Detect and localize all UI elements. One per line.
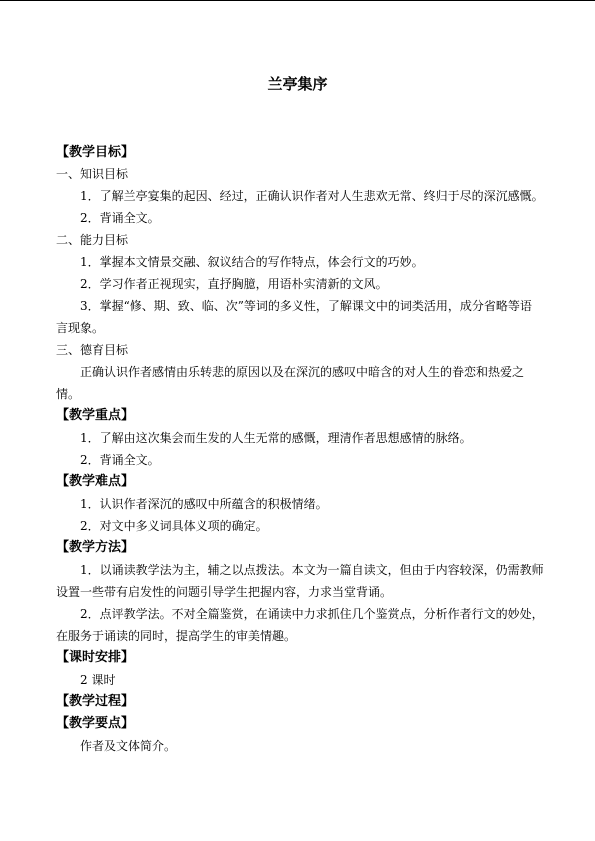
section-heading-objectives: 【教学目标】: [56, 145, 135, 160]
subheading-ability: 二、能力目标: [56, 233, 129, 247]
method-1: 1．以诵读教学法为主，辅之以点拨法。本文为一篇自读文，但由于内容较深，仍需教师: [80, 563, 544, 577]
subheading-knowledge: 一、知识目标: [56, 167, 129, 181]
ability-item-1: 1．掌握本文情景交融、叙议结合的写作特点，体会行文的巧妙。: [80, 255, 424, 269]
schedule-value: 2 课时: [80, 673, 116, 687]
difficulty-1: 1．认识作者深沉的感叹中所蕴含的积极情绪。: [80, 497, 328, 511]
section-heading-difficulties: 【教学难点】: [56, 474, 135, 489]
ability-item-2: 2．学习作者正视现实，直抒胸臆，用语朴实清新的文风。: [80, 277, 388, 291]
essentials-text: 作者及文体简介。: [80, 739, 177, 753]
ability-item-3: 3．掌握“修、期、致、临、次”等词的多义性，了解课文中的词类活用，成分省略等语: [80, 299, 532, 313]
knowledge-item-2: 2．背诵全文。: [80, 211, 160, 225]
key-point-1: 1．了解由这次集会而生发的人生无常的感慨，理清作者思想感情的脉络。: [80, 431, 472, 445]
section-heading-essentials: 【教学要点】: [56, 716, 135, 731]
section-heading-schedule: 【课时安排】: [56, 650, 135, 665]
moral-paragraph-cont: 情。: [56, 387, 81, 401]
moral-paragraph: 正确认识作者感情由乐转悲的原因以及在深沉的感叹中暗含的对人生的眷恋和热爱之: [80, 365, 525, 379]
ability-item-3-cont: 言现象。: [56, 321, 105, 335]
subheading-moral: 三、德育目标: [56, 343, 129, 357]
knowledge-item-1: 1．了解兰亭宴集的起因、经过，正确认识作者对人生悲欢无常、终归于尽的深沉感慨。: [80, 189, 544, 203]
section-heading-process: 【教学过程】: [56, 694, 135, 709]
section-heading-key-points: 【教学重点】: [56, 408, 135, 423]
difficulty-2: 2．对文中多义词具体义项的确定。: [80, 519, 268, 533]
top-border-line: [0, 0, 595, 1]
section-heading-methods: 【教学方法】: [56, 540, 135, 555]
method-2-cont: 在服务于诵读的同时，提高学生的审美情趣。: [56, 629, 297, 643]
method-1-cont: 设置一些带有启发性的问题引导学生把握内容，力求当堂背诵。: [56, 585, 393, 599]
key-point-2: 2．背诵全文。: [80, 453, 160, 467]
document-title: 兰亭集序: [267, 75, 328, 93]
method-2: 2．点评教学法。不对全篇鉴赏，在诵读中力求抓住几个鉴赏点，分析作者行文的妙处，: [80, 607, 544, 621]
